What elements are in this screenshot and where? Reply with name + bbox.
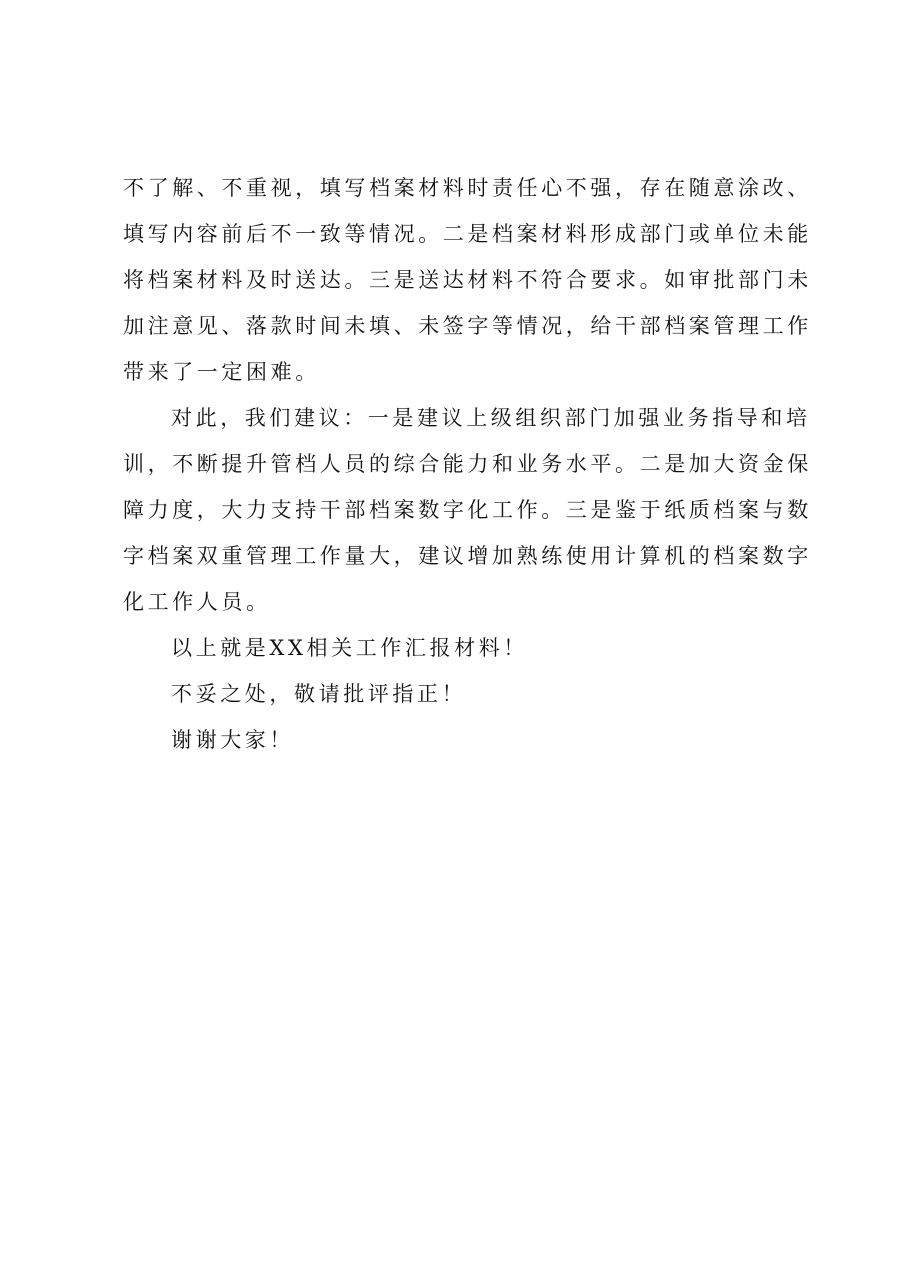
paragraph-line: 填写内容前后不一致等情况。二是档案材料形成部门或单位未能 bbox=[123, 222, 812, 246]
paragraph-line: 带来了一定困难。 bbox=[123, 360, 320, 384]
paragraph-line: 障力度，大力支持干部档案数字化工作。三是鉴于纸质档案与数 bbox=[123, 498, 812, 522]
closing-thanks bbox=[123, 717, 806, 763]
paragraph-line: 化工作人员。 bbox=[123, 590, 271, 614]
closing-line-thanks: 谢谢大家！ bbox=[171, 728, 294, 752]
paragraph-line: 不了解、不重视，填写档案材料时责任心不强，存在随意涂改、 bbox=[123, 176, 812, 200]
closing-line-apology: 不妥之处，敬请批评指正！ bbox=[171, 682, 467, 706]
paragraph-line: 加注意见、落款时间未填、未签字等情况，给干部档案管理工作 bbox=[123, 314, 812, 338]
paragraph-suggestions bbox=[123, 395, 812, 625]
closing-line-summary: 以上就是XX相关工作汇报材料！ bbox=[171, 636, 528, 660]
paragraph-line: 字档案双重管理工作量大，建议增加熟练使用计算机的档案数字 bbox=[123, 544, 812, 568]
paragraph-line: 对此，我们建议：一是建议上级组织部门加强业务指导和培 bbox=[171, 406, 811, 430]
paragraph-problems bbox=[123, 165, 812, 395]
closing-apology bbox=[123, 671, 806, 717]
paragraph-line: 训，不断提升管档人员的综合能力和业务水平。二是加大资金保 bbox=[123, 452, 812, 476]
document-body bbox=[123, 165, 812, 763]
closing-statement bbox=[123, 625, 806, 671]
paragraph-line: 将档案材料及时送达。三是送达材料不符合要求。如审批部门未 bbox=[123, 268, 812, 292]
